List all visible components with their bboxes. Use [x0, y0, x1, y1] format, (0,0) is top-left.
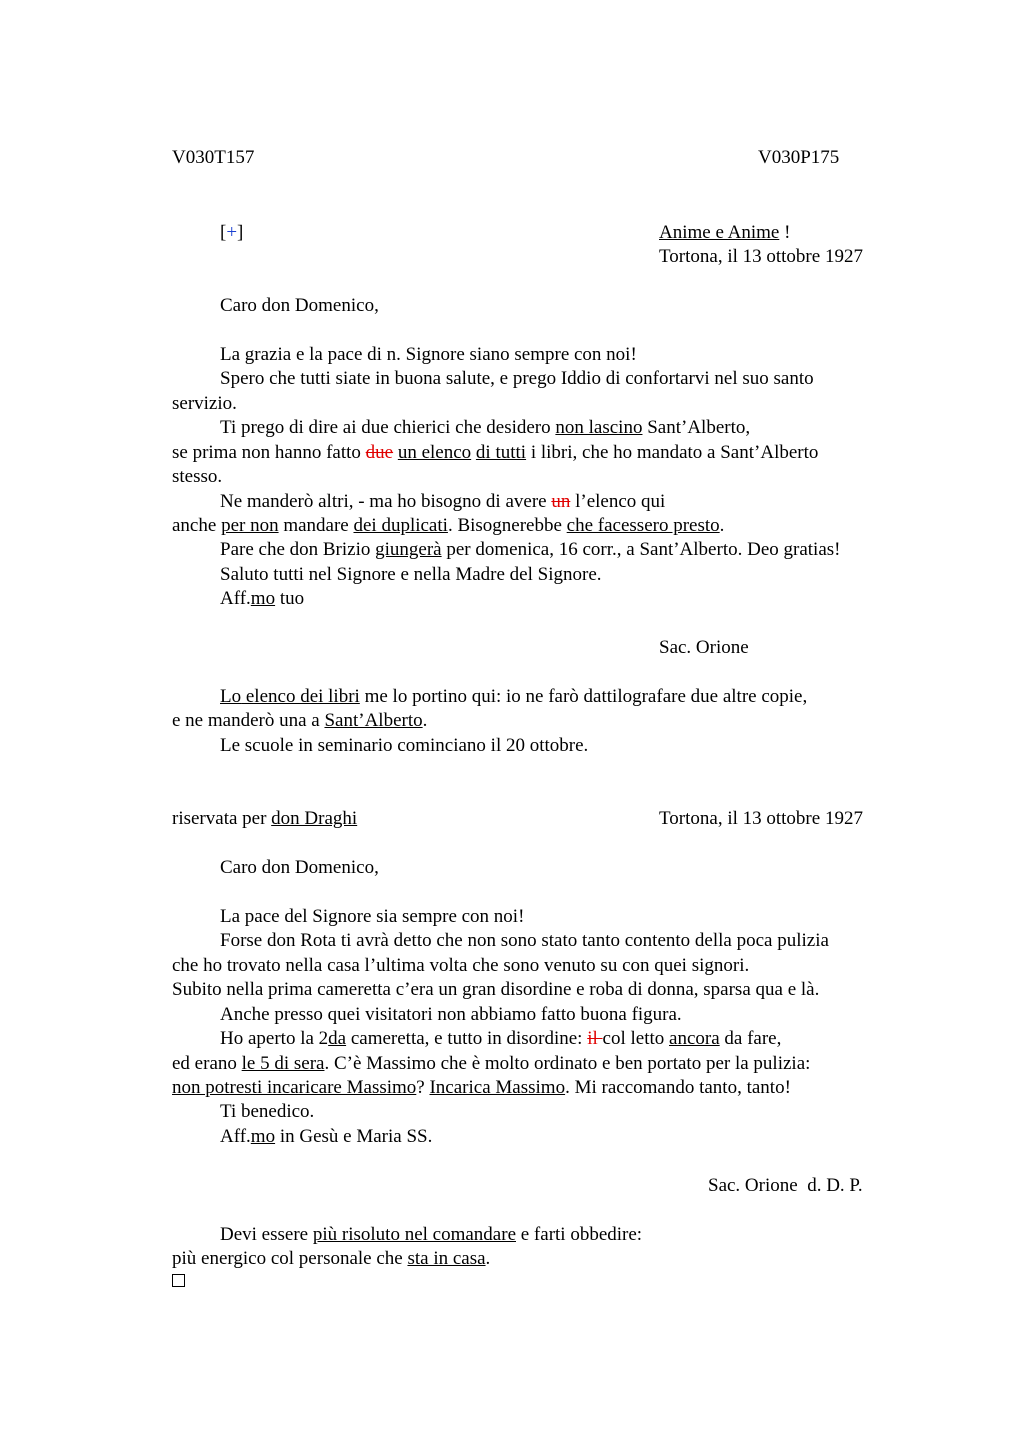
letter1-postscript: Le scuole in seminario cominciano il 20 ottobre.: [220, 735, 589, 756]
letter2-paragraph: Ti benedico.: [220, 1101, 315, 1122]
letter2-paragraph: La pace del Signore sia sempre con noi!: [220, 906, 525, 927]
letter1-signature: Sac. Orione: [659, 637, 749, 658]
end-square-icon: [172, 1274, 185, 1287]
letter1-closing: Aff.mo tuo: [220, 588, 305, 609]
letter2-signature: Sac. Orione d. D. P.: [708, 1175, 863, 1196]
letter1-salutation: Caro don Domenico,: [220, 295, 379, 316]
letter2-paragraph: Forse don Rota ti avrà detto che non sono stato tanto contento della poca pulizia: [220, 930, 829, 951]
letter2-paragraph: Anche presso quei visitatori non abbiamo fatto buona figura.: [220, 1004, 682, 1025]
letter2-postscript: Devi essere più risoluto nel comandare e farti obbedire:: [220, 1224, 643, 1245]
strikethrough-text: il: [587, 1028, 603, 1049]
letter2-closing: Aff.mo in Gesù e Maria SS.: [220, 1126, 433, 1147]
strikethrough-text: un: [551, 491, 571, 512]
letter1-paragraph: servizio.: [172, 393, 237, 414]
letter1-paragraph: Ne manderò altri, - ma ho bisogno di avere un l’elenco qui: [220, 491, 666, 512]
letter2-dateline: Tortona, il 13 ottobre 1927: [659, 808, 863, 829]
letter1-paragraph: Saluto tutti nel Signore e nella Madre del Signore.: [220, 564, 602, 585]
letter1-paragraph: anche per non mandare dei duplicati. Bisognerebbe che facessero presto.: [172, 515, 725, 536]
letter2-salutation: Caro don Domenico,: [220, 857, 379, 878]
letter1-postscript: e ne manderò una a Sant’Alberto.: [172, 710, 428, 731]
letter2-paragraph: che ho trovato nella casa l’ultima volta che sono venuto su con quei signori.: [172, 955, 750, 976]
letter2-paragraph: non potresti incaricare Massimo? Incarica Massimo. Mi raccomando tanto, tanto!: [172, 1077, 791, 1098]
strikethrough-text: due: [365, 442, 394, 463]
letter1-paragraph: Ti prego di dire ai due chierici che desidero non lascino Sant’Alberto,: [220, 417, 751, 438]
cross-marker: [+]: [220, 222, 244, 243]
letter1-paragraph: se prima non hanno fatto due un elenco di tutti i libri, che ho mandato a Sant’Alberto: [172, 442, 819, 463]
document-code-left: V030T157: [172, 147, 255, 168]
letter2-paragraph: Subito nella prima cameretta c’era un gran disordine e roba di donna, sparsa qua e là.: [172, 979, 820, 1000]
letter2-paragraph: ed erano le 5 di sera. C’è Massimo che è molto ordinato e ben portato per la pulizia:: [172, 1053, 811, 1074]
document-code-right: V030P175: [758, 147, 840, 168]
letter1-paragraph: Pare che don Brizio giungerà per domenica, 16 corr., a Sant’Alberto. Deo gratias!: [220, 539, 841, 560]
letter1-heading: Anime e Anime !: [659, 222, 791, 243]
letter1-paragraph: stesso.: [172, 466, 223, 487]
cross-icon: +: [226, 222, 238, 243]
letter1-paragraph: Spero che tutti siate in buona salute, e prego Iddio di confortarvi nel suo santo: [220, 368, 814, 389]
letter1-postscript: Lo elenco dei libri me lo portino qui: io ne farò dattilografare due altre copie,: [220, 686, 808, 707]
letter2-reserved-note: riservata per don Draghi: [172, 808, 358, 829]
letter1-paragraph: La grazia e la pace di n. Signore siano sempre con noi!: [220, 344, 637, 365]
letter1-dateline: Tortona, il 13 ottobre 1927: [659, 246, 863, 267]
letter2-postscript: più energico col personale che sta in casa.: [172, 1248, 491, 1269]
letter2-paragraph: Ho aperto la 2da cameretta, e tutto in disordine: il col letto ancora da fare,: [220, 1028, 782, 1049]
